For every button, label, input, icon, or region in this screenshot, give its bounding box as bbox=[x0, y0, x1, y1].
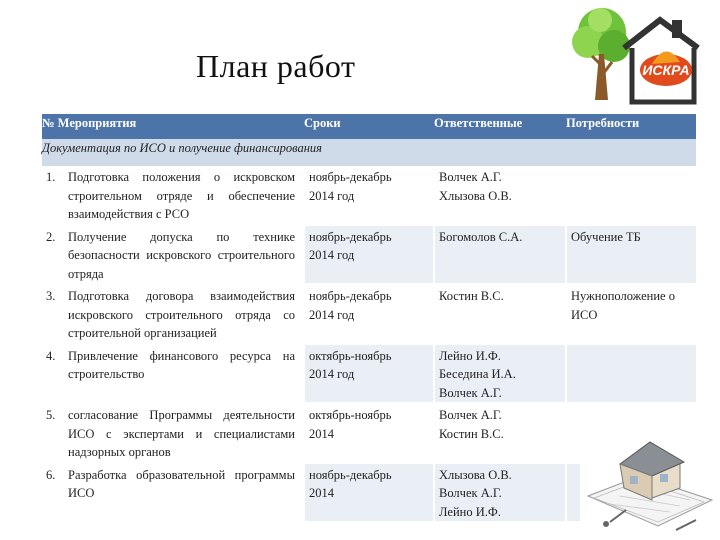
event-text: согласование Программы деятельности ИСО с экспертами и специалистами надзорных органов bbox=[68, 408, 295, 459]
section-title: Документация по ИСО и получение финансирования bbox=[42, 139, 696, 166]
needs-cell bbox=[566, 166, 696, 225]
event-cell bbox=[42, 225, 304, 285]
responsible-person: Лейно И.Ф. bbox=[439, 348, 501, 363]
needs-cell bbox=[566, 225, 696, 285]
term-line: ноябрь-декабрь bbox=[309, 170, 392, 184]
terms-cell bbox=[304, 284, 434, 344]
house-blueprint-icon bbox=[580, 426, 720, 540]
responsible-cell bbox=[434, 463, 566, 523]
term-line: ноябрь-декабрь bbox=[309, 467, 392, 482]
responsible-person: Богомолов С.А. bbox=[439, 229, 523, 244]
term-line: 2014 год bbox=[309, 367, 355, 381]
responsible-cell bbox=[434, 344, 566, 404]
responsible-person: Беседина И.А. bbox=[439, 367, 516, 381]
term-line: октябрь-ноябрь bbox=[309, 408, 392, 422]
table-row bbox=[42, 225, 696, 285]
term-line: 2014 год bbox=[309, 307, 355, 322]
term-line: октябрь-ноябрь bbox=[309, 348, 392, 363]
term-line: ноябрь-декабрь bbox=[309, 289, 392, 303]
table-row bbox=[42, 166, 696, 225]
event-text: Разработка образовательной программы ИСО bbox=[68, 467, 295, 500]
row-number: 4. bbox=[46, 348, 56, 363]
term-line: 2014 год bbox=[309, 188, 355, 203]
section-row bbox=[42, 139, 696, 166]
table-row bbox=[42, 284, 696, 344]
terms-cell bbox=[304, 344, 434, 404]
responsible-person: Костин В.С. bbox=[439, 289, 504, 303]
row-number: 3. bbox=[46, 289, 56, 303]
term-line: 2014 год bbox=[309, 248, 355, 262]
terms-cell bbox=[304, 463, 434, 523]
needs-text bbox=[567, 404, 696, 406]
needs-text: Обучение ТБ bbox=[571, 229, 641, 244]
needs-cell bbox=[566, 284, 696, 344]
header-num-event: № Мероприятия bbox=[42, 114, 304, 139]
needs-text bbox=[567, 345, 696, 347]
terms-cell bbox=[304, 166, 434, 225]
event-text: Подготовка договора взаимодействия искровского строительного отряда со строительной организацией bbox=[68, 289, 295, 340]
responsible-person: Волчек А.Г. bbox=[439, 486, 502, 500]
row-number: 1. bbox=[46, 170, 56, 184]
terms-cell bbox=[304, 225, 434, 285]
row-number: 6. bbox=[46, 467, 56, 482]
event-cell bbox=[42, 403, 304, 463]
responsible-person: Хлызова О.В. bbox=[439, 467, 512, 482]
responsible-person: Костин В.С. bbox=[439, 426, 504, 441]
responsible-cell bbox=[434, 284, 566, 344]
page-title: План работ bbox=[196, 48, 356, 84]
event-cell bbox=[42, 284, 304, 344]
event-text: Получение допуска по технике безопасности искровского строительного отряда bbox=[68, 229, 295, 281]
event-cell bbox=[42, 463, 304, 523]
event-cell bbox=[42, 166, 304, 225]
responsible-person: Лейно И.Ф. bbox=[439, 504, 501, 519]
responsible-cell bbox=[434, 403, 566, 463]
table-row bbox=[42, 344, 696, 404]
term-line: ноябрь-декабрь bbox=[309, 229, 392, 244]
logo-text bbox=[642, 62, 689, 78]
term-line: 2014 bbox=[309, 486, 334, 500]
header-responsible: Ответственные bbox=[434, 114, 566, 139]
responsible-person: Волчек А.Г. bbox=[439, 408, 502, 422]
row-number: 2. bbox=[46, 229, 56, 244]
responsible-cell bbox=[434, 166, 566, 225]
term-line: 2014 bbox=[309, 426, 334, 441]
header-terms: Сроки bbox=[304, 114, 434, 139]
event-text: Привлечение финансового ресурса на строительство bbox=[68, 348, 295, 381]
event-cell bbox=[42, 344, 304, 404]
row-number: 5. bbox=[46, 408, 56, 422]
needs-cell bbox=[566, 344, 696, 404]
responsible-person: Хлызова О.В. bbox=[439, 188, 512, 203]
tree-house-logo-icon bbox=[566, 4, 712, 108]
header-needs: Потребности bbox=[566, 114, 696, 139]
terms-cell bbox=[304, 403, 434, 463]
responsible-cell bbox=[434, 225, 566, 285]
svg-text:ИСКРА: ИСКРА bbox=[642, 62, 690, 78]
needs-text bbox=[567, 166, 696, 168]
needs-text: Нужноположение о ИСО bbox=[571, 289, 675, 322]
responsible-person: Волчек А.Г. bbox=[439, 170, 502, 184]
event-text: Подготовка положения о искровском строительном отряде и обеспечение взаимодействия с РСО bbox=[68, 170, 295, 221]
responsible-person: Волчек А.Г. bbox=[439, 385, 502, 400]
table-header-row bbox=[42, 114, 696, 139]
